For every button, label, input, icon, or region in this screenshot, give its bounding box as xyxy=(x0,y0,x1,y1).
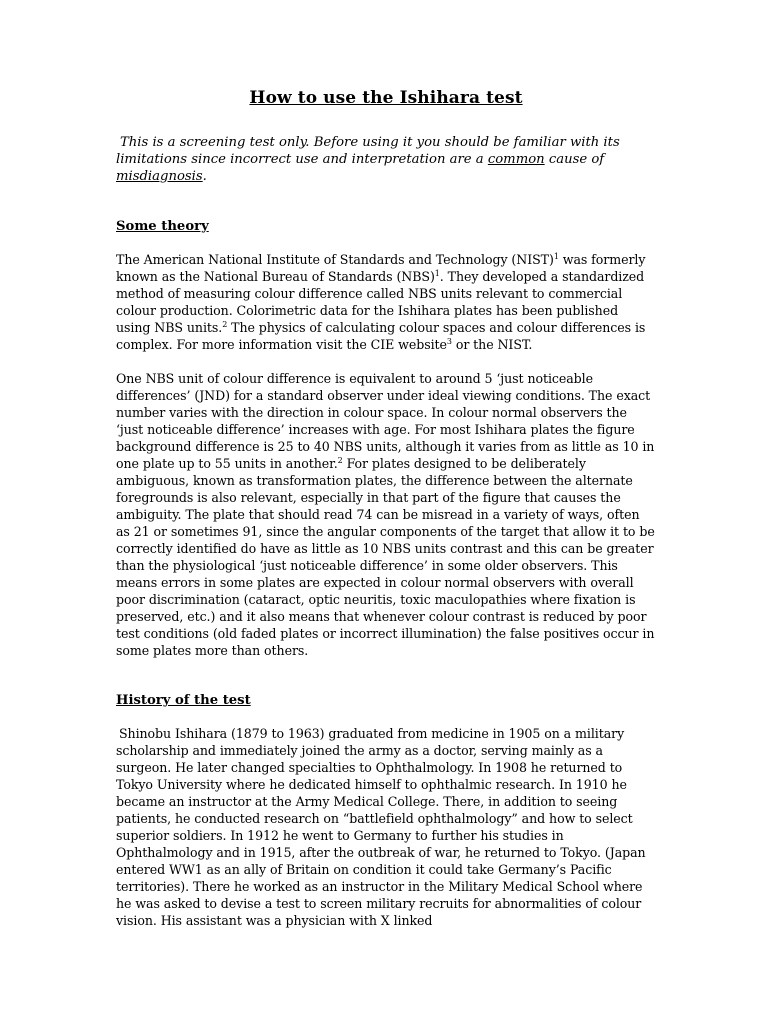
history-paragraph-1: Shinobu Ishihara (1879 to 1963) graduated from medicine in 1905 on a military scholarship and immediately joined the army as a doctor, serving mainly as a surgeon. He later changed specialties to Ophthalmology. In 1908 he returned to Tokyo University where he dedicated himself to ophthalmic research. In 1910 he became an instructor at the Army Medical College. There, in addition to seeing patients, he conducted research on “battlefield ophthalmology” and how to select superior soldiers. In 1912 he went to Germany to further his studies in Ophthalmology and in 1915, after the outbreak of war, he returned to Tokyo. (Japan entered WW1 as an ally of Britain on condition it could take Germany’s Pacific territories). There he worked as an instructor in the Military Medical School where he was asked to devise a test to screen military recruits for abnormalities of colour vision. His assistant was a physician with X linked xyxy=(116,726,646,928)
document-page xyxy=(116,88,656,929)
theory-p2-text-b: For plates designed to be deliberately ambiguous, known as transformation plates, the difference between the alternate foregrounds is also relevant, especially in that part of the figure that causes the ambiguity. The plate that should read 74 can be misread in a variety of ways, often as 21 or sometimes 91, since the angular components of the target that allow it to be correctly identified do have as little as 10 NBS units contrast and this can be greater than the physiological ‘just noticeable difference’ in some older observers. This means errors in some plates are expected in colour normal observers with overall poor discrimination (cataract, optic neuritis, toxic maculopathies where fixation is preserved, etc.) and it also means that whenever colour contrast is reduced by poor test conditions (old faded plates or incorrect illumination) the false positives occur in some plates more than others. xyxy=(116,456,655,658)
theory-p1-text-b: was formerly known as the National Bureau of Standards (NBS) xyxy=(116,252,646,284)
footnote-ref: 2 xyxy=(222,320,228,329)
footnote-ref: 3 xyxy=(446,337,452,346)
footnote-ref: 1 xyxy=(434,269,440,278)
theory-p2-text-a: One NBS unit of colour difference is equivalent to around 5 ‘just noticeable differences’ (JND) for a standard observer under ideal viewing conditions. The exact number varies with the direction in colour space. In colour normal observers the ‘just noticeable difference’ increases with age. For most Ishihara plates the figure background difference is 25 to 40 NBS units, although it varies from as little as 10 in one plate up to 55 units in another. xyxy=(116,371,655,471)
theory-p1-text-a: The American National Institute of Standards and Technology (NIST) xyxy=(116,252,554,267)
intro-text-3: . xyxy=(202,169,207,184)
document-title: How to use the Ishihara test xyxy=(249,88,523,108)
footnote-ref: 1 xyxy=(553,252,559,261)
intro-underlined-common: common xyxy=(487,152,545,167)
theory-paragraph-2 xyxy=(116,370,656,659)
intro-text-1: This is a screening test only. Before using it you should be familiar with its limitations since incorrect use and interpretation are a xyxy=(116,135,620,167)
theory-paragraph-1 xyxy=(116,251,656,353)
footnote-ref: 2 xyxy=(337,456,343,465)
theory-p1-text-e: or the NIST. xyxy=(451,337,533,352)
intro-text-2: cause of xyxy=(544,152,605,167)
heading-some-theory: Some theory xyxy=(116,219,209,234)
intro-underlined-misdiagnosis: misdiagnosis xyxy=(116,169,203,184)
theory-p1-text-d: The physics of calculating colour spaces and colour differences is complex. For more information visit the CIE website xyxy=(116,320,646,352)
intro-paragraph xyxy=(116,134,656,185)
heading-history-of-the-test: History of the test xyxy=(116,693,251,708)
theory-p1-text-c: . They developed a standardized method of measuring colour difference called NBS units relevant to commercial colour production. Colorimetric data for the Ishihara plates has been published using NBS units. xyxy=(116,269,645,335)
